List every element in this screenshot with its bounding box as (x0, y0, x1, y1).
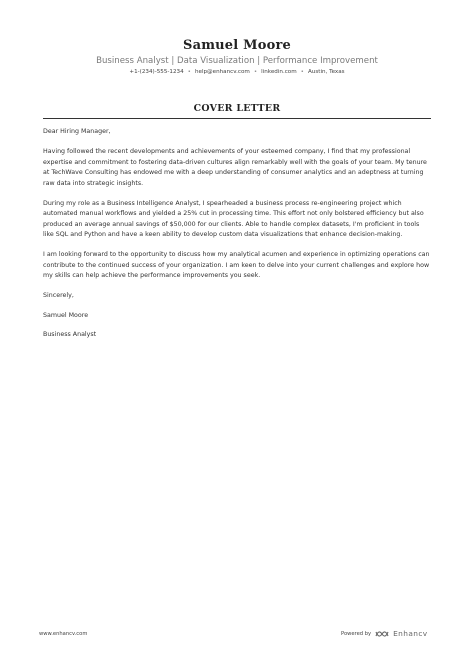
location: Austin, Texas (307, 69, 345, 75)
phone-number[interactable]: +1-(234)-555-1234 (129, 69, 184, 75)
candidate-subtitle: Business Analyst | Data Visualization | Performance Improvement (96, 56, 378, 66)
brand-name[interactable]: Enhancv (393, 629, 428, 638)
candidate-name: Samuel Moore (182, 38, 291, 53)
letter-body (43, 127, 431, 350)
resume-header (0, 38, 474, 76)
letter-paragraph: During my role as a Business Intelligence Analyst, I spearheaded a business process re-engineering project which automated manual workflows and yielded a 25% cut in processing time. This effort not only bolstered efficiency but also produced an average annual savings of $50,000 for our clients. Able to handle complex datasets, I'm proficient in tools like SQL and Python and have a keen ability to develop custom data visualizations that enhance decision-making. (43, 199, 424, 239)
contact-line (0, 68, 474, 76)
linkedin-link[interactable]: linkedin.com (261, 69, 297, 75)
enhancv-logo-icon (375, 630, 389, 638)
signature-title: Business Analyst (43, 331, 97, 339)
signature-name: Samuel Moore (43, 311, 89, 319)
letter-paragraph: I am looking forward to the opportunity to discuss how my analytical acumen and experience in optimizing operations can contribute to the continued success of your organization. I am keen to delve into your current challenges and explore how my skills can help achieve the performance improvements you seek. (43, 251, 430, 280)
email-link[interactable]: help@enhancv.com (194, 69, 250, 75)
greeting: Dear Hiring Manager, (43, 128, 111, 135)
section-divider (43, 118, 431, 119)
closing: Sincerely, (43, 292, 74, 300)
powered-by-label: Powered by (341, 630, 372, 637)
website-link[interactable]: www.enhancv.com (39, 631, 88, 637)
separator: • (300, 69, 304, 75)
letter-paragraph: Having followed the recent developments and achievements of your esteemed company, I find that my professional expertise and commitment to fostering data-driven cultures align remarkably well with the goals of your team. My tenure at TechWave Consulting has endowed me with a deep understanding of consumer analytics and an adeptness at turning raw data into strategic insights. (43, 148, 427, 187)
separator: • (187, 69, 191, 75)
section-title: COVER LETTER (193, 103, 281, 114)
separator: • (253, 69, 258, 75)
powered-by (341, 629, 428, 638)
